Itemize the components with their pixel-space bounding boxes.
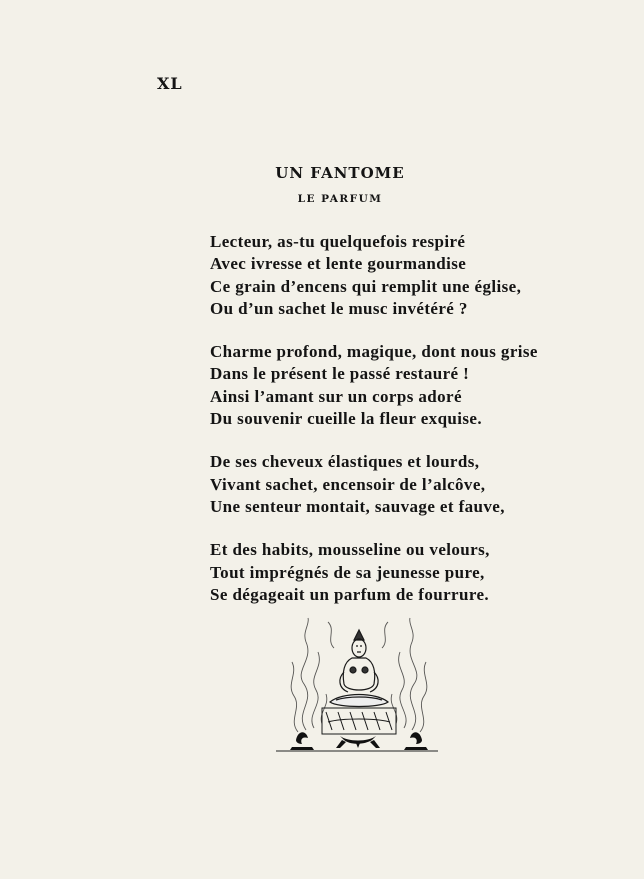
verse-line: Une senteur montait, sauvage et fauve,: [210, 496, 505, 516]
verse-line: Ou d’un sachet le musc invétéré ?: [210, 298, 468, 318]
verse-line: Dans le présent le passé restauré !: [210, 364, 470, 384]
stanza-4: [210, 539, 538, 606]
poem-body: [210, 231, 538, 627]
stanza-3: [210, 451, 538, 518]
verse-line: Ce grain d’encens qui remplit une église,: [210, 276, 522, 296]
verse-line: Tout imprégnés de sa jeunesse pure,: [210, 562, 485, 582]
verse-line: Ainsi l’amant sur un corps adoré: [210, 386, 462, 406]
verse-line: Avec ivresse et lente gourmandise: [210, 254, 467, 274]
stanza-2: [210, 341, 538, 430]
poem-subtitle: LE PARFUM: [297, 193, 383, 205]
verse-line: Lecteur, as-tu quelquefois respiré: [210, 232, 466, 251]
poem-title: UN FANTOME: [275, 164, 405, 182]
stanza-1: [210, 231, 538, 320]
verse-line: Et des habits, mousseline ou velours,: [210, 540, 490, 560]
seated-idol-with-incense-smoke-icon: [272, 612, 442, 757]
poem-number: XL: [157, 74, 183, 93]
verse-line: De ses cheveux élastiques et lourds,: [210, 452, 480, 472]
verse-line: Se dégageait un parfum de fourrure.: [210, 584, 490, 604]
verse-line: Du souvenir cueille la fleur exquise.: [210, 409, 483, 429]
verse-line: Vivant sachet, encensoir de l’alcôve,: [210, 474, 486, 494]
verse-line: Charme profond, magique, dont nous grise: [210, 342, 538, 362]
